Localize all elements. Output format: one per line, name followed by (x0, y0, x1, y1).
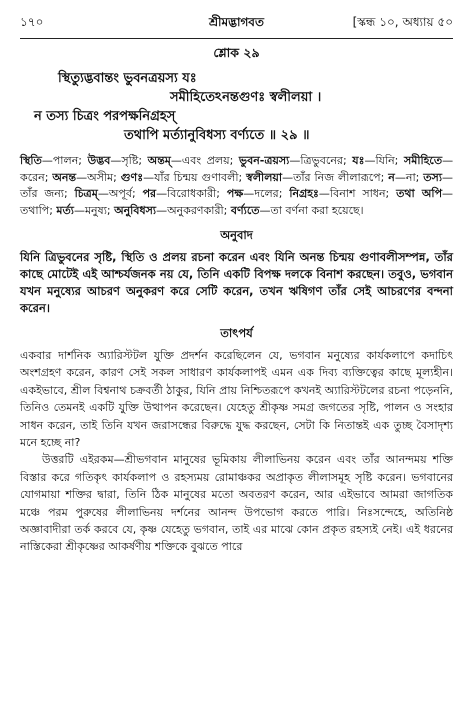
synonym-meaning: না (405, 170, 416, 184)
translation-text: যিনি ত্রিভুবনের সৃষ্টি, স্থিতি ও প্রলয় রচনা করেন এবং যিনি অনন্ত চিন্ময় গুণাবলীসম্পন্ন, তাঁর কাছে মোটেই এই আশ্চর্যজনক নয় যে, তিনি একটি বিপক্ষ দলকে বিনাশ করছেন। তবুও, ভগবান যখন মনুষ্যের আচরণ অনুকরণ করে সেটি করেন, তখন ঋষিগণ তাঁর সেই আচরণের বন্দনা করেন। (20, 250, 453, 315)
synonym-word: পক্ষ (226, 187, 244, 200)
purport-heading: তাৎপর্য (220, 326, 253, 340)
verse-line: ন তস্য চিত্রং পরপক্ষনিগ্রহস্ (34, 109, 176, 124)
synonym-word: চিত্রম্ (74, 187, 98, 200)
word-for-word-synonyms: স্থিতি—পালন; উদ্ভব—সৃষ্টি; অন্তম্—এবং প্রলয়; ভুবন-ত্রয়স্য—ত্রিভুবনের; যঃ—যিনি; সমীহিতে—করেন; অনন্ত—অসীম; গুণঃ—যাঁর চিন্ময় গুণাবলী; স্বলীলয়া—তাঁর নিজ লীলারূপে; ন—না; তস্য—তাঁর জন্য; চিত্রম্—অপূর্ব; পর—বিরোধকারী; পক্ষ—দলের; নিগ্রহঃ—বিনাশ সাধন; তথা অপি—তথাপি; মর্ত্য—মনুষ্য; অনুবিধস্য—অনুকরণকারী; বর্ণ্যতে—তা বর্ণনা করা হয়েছে। (20, 154, 454, 217)
synonym-word: ন (388, 170, 395, 184)
synonym-meaning: ত্রিভুবনের (300, 154, 343, 167)
verse-line: তথাপি মর্ত্যানুবিধস্য বর্ণ্যতে ॥ ২৯ ॥ (124, 128, 310, 143)
synonym-word: অন্তম্ (147, 154, 171, 167)
synonym-meaning: তাঁর নিজ লীলারূপে (293, 170, 381, 184)
synonym-meaning: অপূর্ব (108, 187, 132, 200)
synonym-meaning: করেন (20, 170, 45, 184)
synonym-word: মর্ত্য (56, 203, 74, 217)
synonym-meaning: দলের (254, 187, 279, 200)
synonym-word: ভুবন-ত্রয়স্য (238, 154, 290, 167)
synonym-meaning: সৃষ্টি (121, 154, 139, 167)
synonym-meaning: বিনাশ সাধন (329, 187, 386, 200)
synonym-word: তথা অপি (396, 187, 443, 200)
synonym-word: পর (142, 187, 157, 200)
purport-paragraph: একবার দার্শনিক অ্যারিস্টটল যুক্তি প্রদর্শন করেছিলেন যে, ভগবান মনুষ্যের কার্যকলাপে কদাচিৎ অংশগ্রহণ করেন, কারণ সেই সকল সাধারণ কার্যকলাপই এমন এক দিব্য ব্যক্তিত্বের কাছে মূল্যহীন। একইভাবে, শ্রীল বিশ্বনাথ চক্রবর্তী ঠাকুর, যিনি প্রায় নিশ্চিতরূপে কখনই অ্যারিস্টটলের রচনা পড়েননি, তিনিও তেমনই একটি যুক্তি উত্থাপন করেছেন। যেহেতু শ্রীকৃষ্ণ সমগ্র জগতের সৃষ্টি, পালন ও সংহার সাধন করেন, তাই তিনি যখন জরাসন্ধের বিরুদ্ধে যুদ্ধ করছেন, সেটা কি নিতান্তই এক তুচ্ছ বৈসাদৃশ্য মনে হচ্ছে না? (20, 349, 453, 450)
synonym-meaning: অনুকরণকারী (167, 203, 224, 217)
chapter-reference: [স্কন্ধ ১০, অধ্যায় ৫০ (352, 15, 453, 29)
synonym-word: স্থিতি (20, 154, 42, 167)
purport-paragraph: উত্তরটি এইরকম—শ্রীভগবান মানুষের ভূমিকায় লীলাভিনয় করেন এবং তাঁর আনন্দময় শক্তি বিস্তার করে গতিকৃৎ কার্যকলাপ ও রহস্যময় রোমাঞ্চকর অপ্রাকৃত লীলাসমূহ সৃষ্টি করেন। ভগবানের যোগমায়া শক্তির দ্বারা, তিনি ঠিক মানুষের মতো অবতরণ করেন, আর এইভাবে আমরা জাগতিক মঞ্চে পরম পুরুষের লীলাভিনয় দর্শনের আনন্দ উপভোগ করতে পারি। নিঃসন্দেহে, অতিনিষ্ঠ অজ্ঞাবাদীরা তর্ক করবে যে, কৃষ্ণ যেহেতু ভগবান, তাই এর মাঝে কোন প্রকৃত রহস্যই নেই। এই ধরনের নাস্তিকেরা শ্রীকৃষ্ণের আকর্ষণীয় শক্তিকে বুঝতে পারে (20, 453, 453, 554)
book-title: শ্রীমদ্ভাগবত (208, 15, 264, 29)
synonym-word: উদ্ভব (87, 154, 111, 167)
synonym-meaning: এবং প্রলয় (181, 154, 230, 167)
verse-line: সমীহিতেঽনন্তগুণঃ স্বলীলয়া । (170, 90, 322, 105)
running-header (20, 14, 453, 36)
page-number: ১৭০ (20, 15, 44, 29)
synonym-meaning: অসীম (87, 170, 114, 184)
synonym-meaning: পালন (52, 154, 79, 167)
synonym-word: অনন্ত (52, 170, 77, 184)
synonym-word: স্বলীলয়া (246, 170, 283, 184)
synonym-meaning: তথাপি (20, 203, 50, 217)
header-divider (20, 38, 453, 39)
verse-number: শ্লোক ২৯ (213, 45, 260, 60)
synonym-word: গুণঃ (120, 170, 144, 184)
synonym-meaning: তাঁর জন্য (20, 187, 64, 200)
translation-heading: অনুবাদ (220, 228, 253, 242)
synonym-meaning: মনুষ্য (84, 203, 107, 217)
synonym-word: অনুবিধস্য (114, 203, 157, 217)
synonym-word: যঃ (352, 154, 365, 167)
synonym-meaning: যাঁর চিন্ময় গুণাবলী (154, 170, 239, 184)
synonym-word: নিগ্রহঃ (289, 187, 319, 200)
synonym-meaning: তা বর্ণনা করা হয়েছে। (270, 203, 364, 217)
synonym-word: বর্ণ্যতে (230, 203, 260, 217)
synonym-word: তস্য (423, 170, 443, 184)
purport-body (20, 347, 453, 556)
synonym-meaning: বিরোধকারী (167, 187, 217, 200)
synonym-meaning: যিনি (375, 154, 395, 167)
synonym-word: সমীহিতে (403, 154, 443, 167)
verse-line: স্থিত্যুদ্ভবান্তং ভুবনত্রয়স্য যঃ (58, 71, 197, 86)
